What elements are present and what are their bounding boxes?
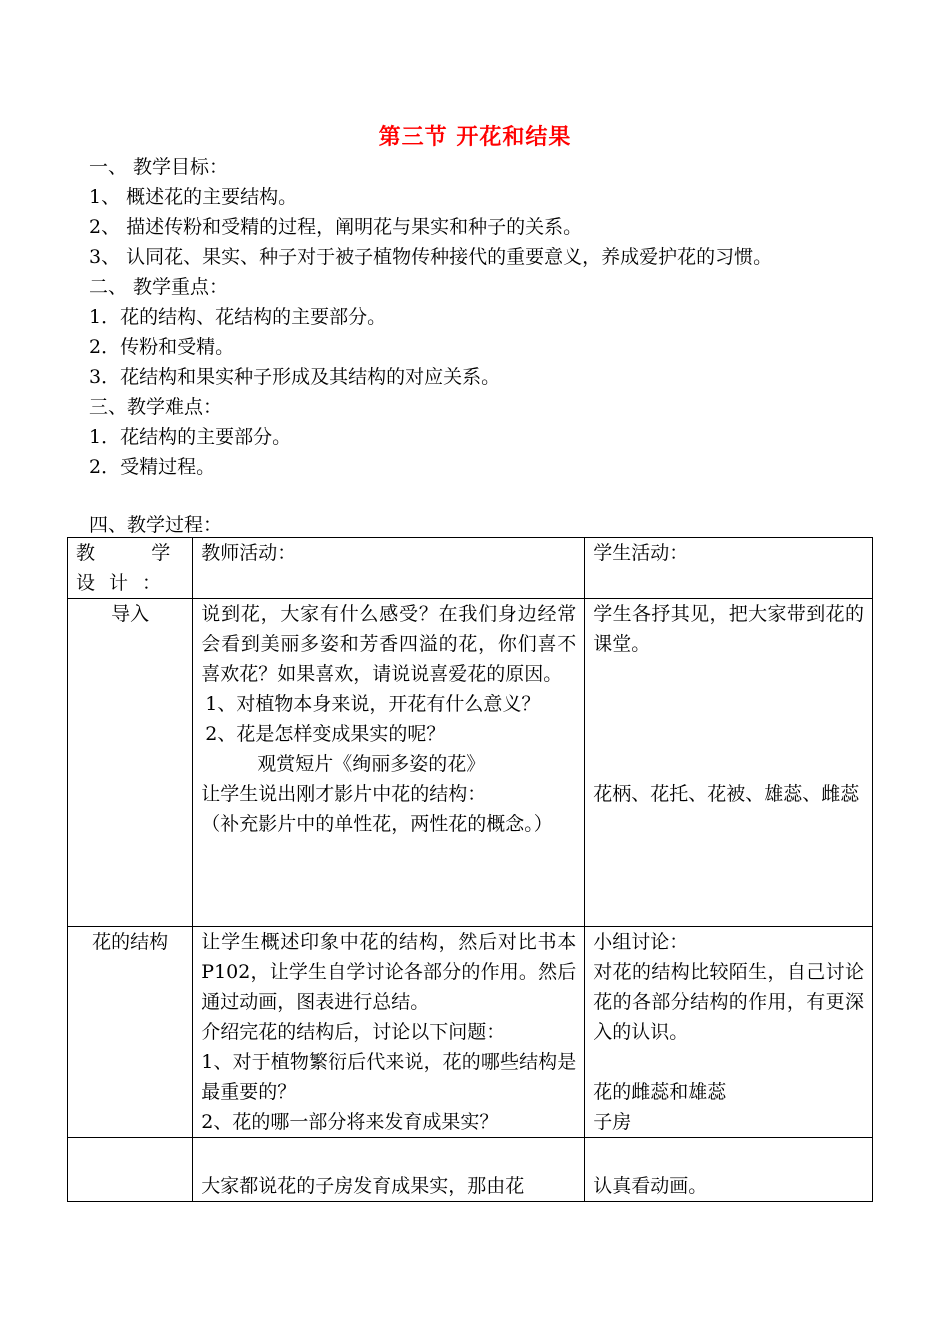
student-text: 学生各抒其见，把大家带到花的课堂。 xyxy=(593,603,864,655)
teacher-text: 观赏短片《绚丽多姿的花》 xyxy=(257,753,486,775)
table-row xyxy=(68,1138,873,1202)
student-text: 对花的结构比较陌生，自己讨论花的各部分结构的作用，有更深入的认识。 xyxy=(593,961,864,1043)
teacher-text: 让学生概述印象中花的结构，然后对比书本P102，让学生自学讨论各部分的作用。然后通过动画，图表进行总结。 xyxy=(201,931,577,1013)
objective-item: 1、 概述花的主要结构。 xyxy=(89,186,298,208)
section-heading-objectives: 一、 教学目标： xyxy=(89,156,229,178)
key-point-item: 1．花的结构、花结构的主要部分。 xyxy=(89,306,387,328)
section-heading-key-points: 二、 教学重点： xyxy=(89,276,229,298)
objective-item: 3、 认同花、果实、种子对于被子植物传种接代的重要意义，养成爱护花的习惯。 xyxy=(89,246,773,268)
student-cell xyxy=(585,927,873,1138)
difficulty-item: 2．受精过程。 xyxy=(89,456,216,478)
header-design: 教 学 设计： xyxy=(68,538,193,599)
header-teacher: 教师活动： xyxy=(193,538,585,599)
student-text: 认真看动画。 xyxy=(593,1175,708,1197)
design-cell: 花的结构 xyxy=(68,927,193,1138)
page-title: 第三节 开花和结果 xyxy=(378,125,572,150)
student-cell xyxy=(585,599,873,927)
teacher-cell xyxy=(193,927,585,1138)
teacher-text: 2、花的哪一部分将来发育成果实？ xyxy=(201,1111,499,1133)
teacher-text: 2、花是怎样变成果实的呢？ xyxy=(205,723,446,745)
design-cell: 导入 xyxy=(68,599,193,927)
teacher-text: （补充影片中的单性花，两性花的概念。） xyxy=(201,813,553,835)
teacher-text: 介绍完花的结构后，讨论以下问题： xyxy=(201,1021,506,1043)
key-point-item: 3．花结构和果实种子形成及其结构的对应关系。 xyxy=(89,366,501,388)
teacher-cell xyxy=(193,1138,585,1202)
spacer xyxy=(89,482,879,510)
section-heading-process: 四、教学过程： xyxy=(89,514,223,536)
objective-item: 2、 描述传粉和受精的过程，阐明花与果实和种子的关系。 xyxy=(89,216,583,238)
teacher-text: 让学生说出刚才影片中花的结构： xyxy=(201,783,487,805)
lesson-outline xyxy=(89,152,879,540)
student-text: 花柄、花托、花被、雄蕊、雌蕊 xyxy=(593,783,860,805)
header-student: 学生活动： xyxy=(585,538,873,599)
table-header-row xyxy=(68,538,873,599)
section-heading-difficulties: 三、教学难点： xyxy=(89,396,223,418)
design-cell xyxy=(68,1138,193,1202)
teaching-process-table xyxy=(67,537,873,1202)
teacher-cell xyxy=(193,599,585,927)
student-text: 小组讨论： xyxy=(593,931,689,953)
teacher-text: 大家都说花的子房发育成果实，那由花 xyxy=(201,1175,525,1197)
student-cell xyxy=(585,1138,873,1202)
table-row xyxy=(68,599,873,927)
key-point-item: 2．传粉和受精。 xyxy=(89,336,235,358)
teacher-text: 1、对植物本身来说，开花有什么意义？ xyxy=(205,693,541,715)
difficulty-item: 1．花结构的主要部分。 xyxy=(89,426,292,448)
teacher-text: 说到花，大家有什么感受？在我们身边经常会看到美丽多姿和芳香四溢的花，你们喜不喜欢花？如果喜欢，请说说喜爱花的原因。 xyxy=(201,603,577,685)
table-row xyxy=(68,927,873,1138)
student-text: 花的雌蕊和雄蕊 xyxy=(593,1081,727,1103)
student-text: 子房 xyxy=(593,1111,632,1133)
teacher-text: 1、对于植物繁衍后代来说，花的哪些结构是最重要的？ xyxy=(201,1051,577,1103)
